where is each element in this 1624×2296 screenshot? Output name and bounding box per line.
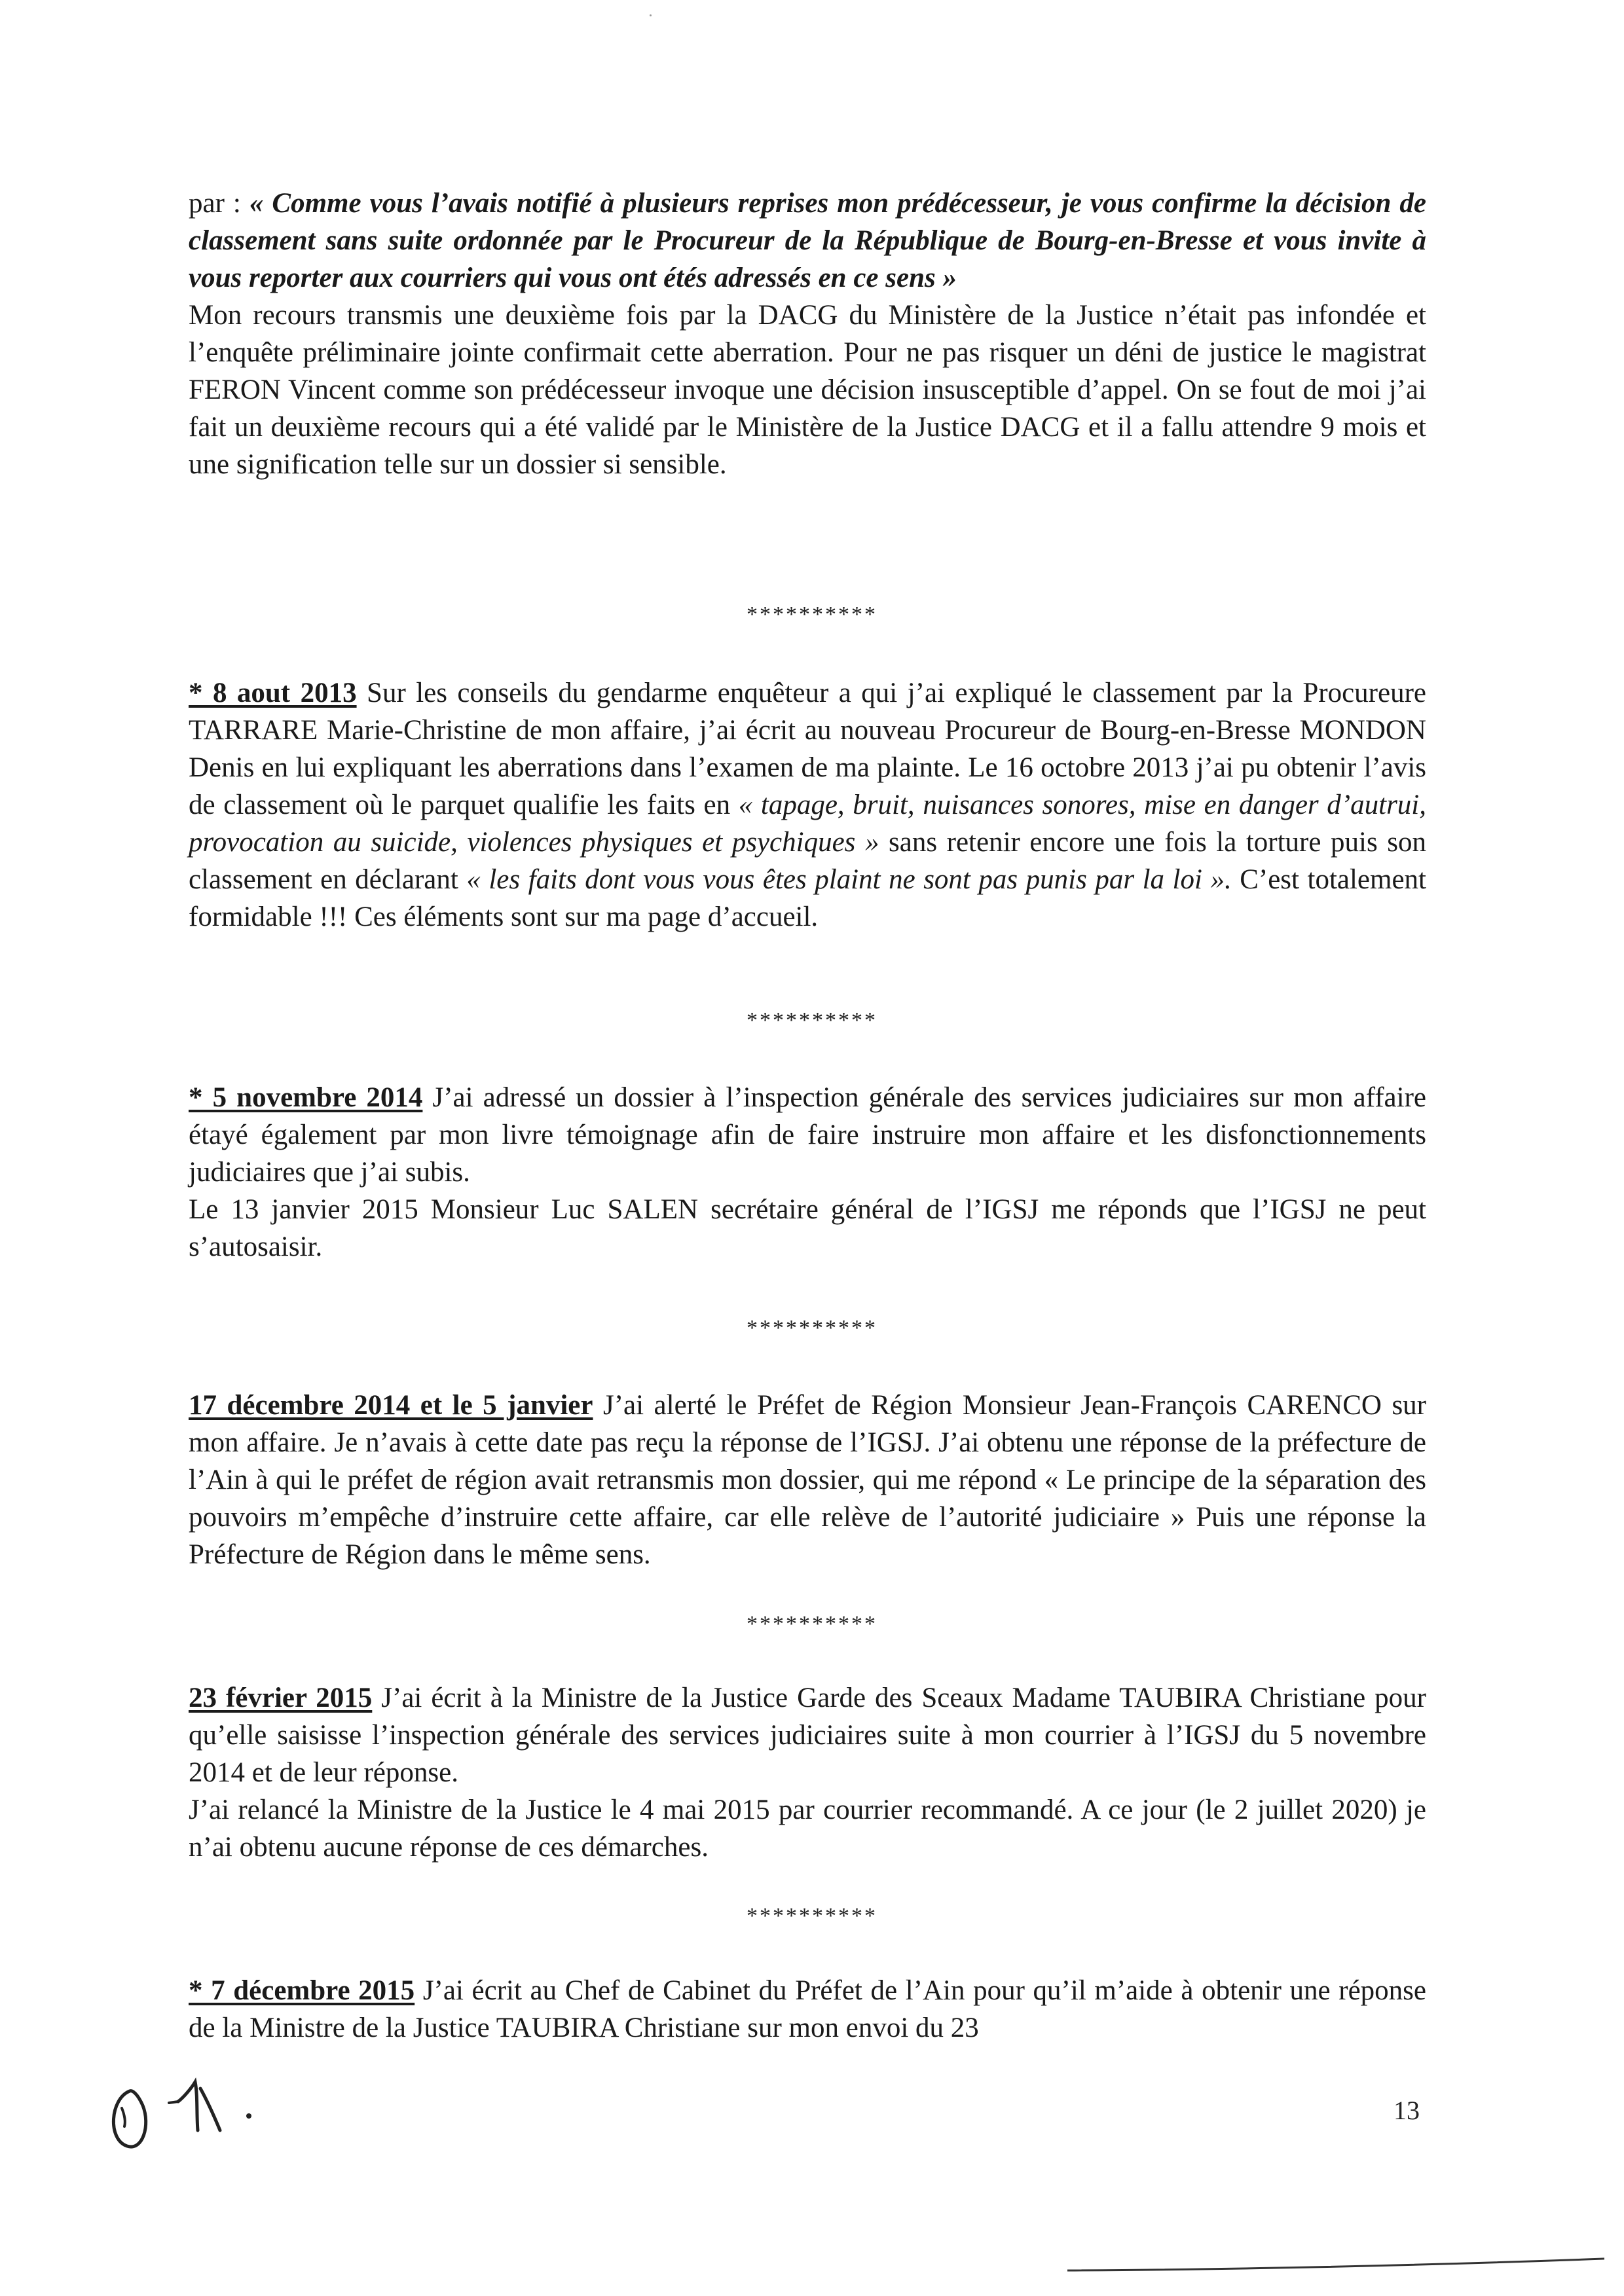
entry-italic-quote: « les faits dont vous vous êtes plaint ne sont pas punis par la loi ». <box>466 864 1232 895</box>
footer-rule <box>1067 2252 1604 2278</box>
entry-date: * 8 aout 2013 <box>189 678 357 708</box>
section-separator: ********** <box>747 1316 877 1340</box>
entry-text: J’ai adressé un dossier à l’inspection générale des services judiciaires sur mon affaire étayé également par mon livre témoignage afin de faire instruire mon affaire et les disfonctionnements judiciaires que j’ai subis. <box>189 1082 1426 1188</box>
entry-7-decembre-2015 <box>189 1972 1426 2047</box>
entry-8-aout-2013 <box>189 674 1426 936</box>
prosecutor-quote: « Comme vous l’avais notifié à plusieurs reprises mon prédécesseur, je vous confirme la décision de classement sans suite ordonnée par le Procureur de la République de Bourg-en-Bresse et vous invite à vous reporter aux courriers qui vous ont étés adressés en ce sens » <box>189 188 1426 293</box>
page-number: 13 <box>1393 2096 1420 2125</box>
entry-date: * 7 décembre 2015 <box>189 1975 415 2006</box>
entry-17-decembre-2014 <box>189 1387 1426 1573</box>
entry-text: J’ai alerté le Préfet de Région Monsieur Jean-François CARENCO sur mon affaire. Je n’avais à cette date pas reçu la réponse de l’IGSJ. J’ai obtenu une réponse de la préfecture de l’Ain à qui le préfet de région avait retransmis mon dossier, qui me répond « Le principe de la séparation des pouvoirs m’empêche d’instruire cette affaire, car elle relève de l’autorité judiciaire » Puis une réponse la Préfecture de Région dans le même sens. <box>189 1390 1426 1570</box>
entry-5-novembre-2014 <box>189 1079 1426 1266</box>
section-separator: ********** <box>747 602 877 627</box>
scan-speck <box>650 14 652 16</box>
entry-23-fevrier-2015 <box>189 1679 1426 1866</box>
entry-text: Le 13 janvier 2015 Monsieur Luc SALEN secrétaire général de l’IGSJ me réponds que l’IGSJ ne peut s’autosaisir. <box>189 1194 1426 1262</box>
paragraph-body: Mon recours transmis une deuxième fois par la DACG du Ministère de la Justice n’était pas infondée et l’enquête préliminaire jointe confirmait cette aberration. Pour ne pas risquer un déni de justice le magistrat FERON Vincent comme son prédécesseur invoque une décision insusceptible d’appel. On se fout de moi j’ai fait un deuxième recours qui a été validé par le Ministère de la Justice DACG et il a fallu attendre 9 mois et une signification telle sur un dossier si sensible. <box>189 300 1426 480</box>
entry-text: J’ai écrit à la Ministre de la Justice Garde des Sceaux Madame TAUBIRA Christiane pour qu’elle saisisse l’inspection générale des services judiciaires suite à mon courrier à l’IGSJ du 5 novembre 2014 et de leur réponse. <box>189 1683 1426 1788</box>
section-separator: ********** <box>747 1008 877 1032</box>
handwritten-initials <box>105 2062 301 2160</box>
entry-date: 23 février 2015 <box>189 1683 373 1713</box>
entry-text: J’ai relancé la Ministre de la Justice le 4 mai 2015 par courrier recommandé. A ce jour (le 2 juillet 2020) je n’ai obtenu aucune réponse de ces démarches. <box>189 1795 1426 1863</box>
paragraph-intro: par : <box>189 188 249 219</box>
entry-text: sans retenir encore une fois la torture puis son classement en déclarant <box>189 827 1426 895</box>
entry-text: J’ai écrit au Chef de Cabinet du Préfet de l’Ain pour qu’il m’aide à obtenir une réponse de la Ministre de la Justice TAUBIRA Christiane sur mon envoi du 23 <box>189 1975 1426 2043</box>
section-separator: ********** <box>747 1612 877 1636</box>
entry-date: 17 décembre 2014 et le 5 janvier <box>189 1390 593 1421</box>
section-separator: ********** <box>747 1904 877 1928</box>
entry-text: C’est totalement formidable !!! Ces éléments sont sur ma page d’accueil. <box>189 864 1426 932</box>
entry-date: * 5 novembre 2014 <box>189 1082 423 1113</box>
entry-text: Sur les conseils du gendarme enquêteur a qui j’ai expliqué le classement par la Procureure TARRARE Marie-Christine de mon affaire, j’ai écrit au nouveau Procureur de Bourg-en-Bresse MONDON Denis en lui expliquant les aberrations dans l’examen de ma plainte. Le 16 octobre 2013 j’ai pu obtenir l’avis de classement où le parquet qualifie les faits en <box>189 678 1426 820</box>
entry-italic-quote: « tapage, bruit, nuisances sonores, mise en danger d’autrui, provocation au suicide, violences physiques et psychiques » <box>189 790 1427 858</box>
paragraph-quote <box>189 185 1426 483</box>
